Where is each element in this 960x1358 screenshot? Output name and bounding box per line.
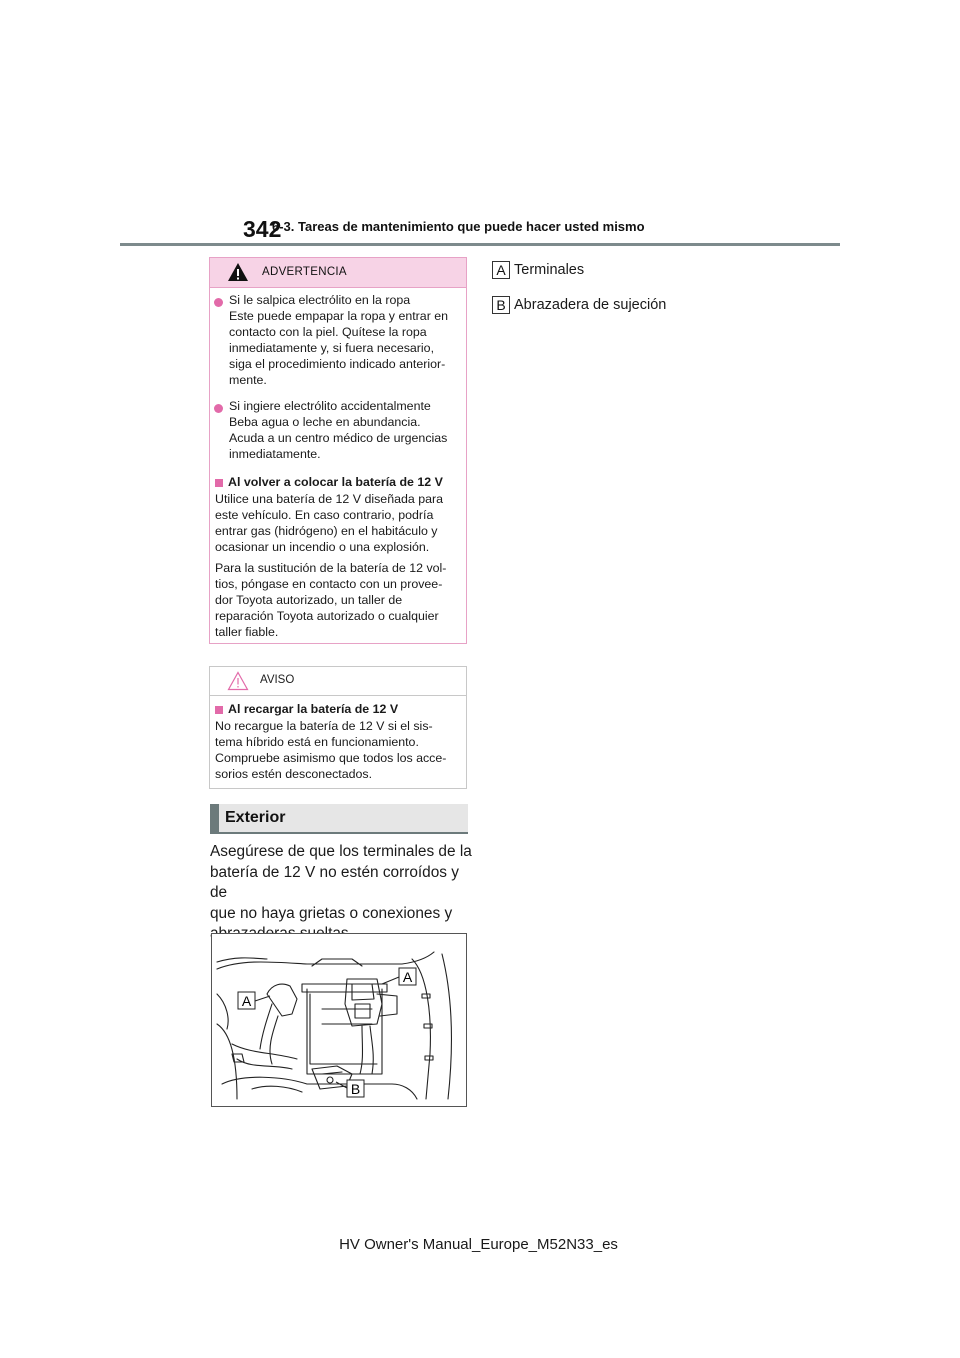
warning-para2-line: dor Toyota autorizado, un taller de	[215, 593, 403, 607]
legend-key-b: B	[492, 296, 510, 314]
warning-para1-line: este vehículo. En caso contrario, podría	[215, 508, 434, 522]
notice-title: AVISO	[260, 674, 295, 686]
warning-item1-line: inmediatamente y, si fuera necesario,	[229, 341, 435, 355]
legend-text-a: Terminales	[514, 262, 585, 278]
warning-para2-line: Para la sustitución de la batería de 12 vol-	[215, 561, 447, 575]
exterior-body-line: que no haya grietas o conexiones y	[210, 904, 453, 922]
warning-subsection-title: Al volver a colocar la batería de 12 V	[228, 475, 443, 489]
warning-para2-line: taller fiable.	[215, 625, 279, 639]
notice-para-line: tema híbrido está en funcionamiento.	[215, 735, 419, 749]
warning-box	[209, 257, 467, 644]
notice-para-line: Compruebe asimismo que todos los acce-	[215, 751, 447, 765]
legend-text-b: Abrazadera de sujeción	[514, 297, 667, 313]
header-divider	[120, 243, 840, 246]
exterior-body-line: batería de 12 V no estén corroídos y de	[210, 863, 459, 901]
footer	[0, 1236, 960, 1253]
callout-a-right: A	[402, 969, 413, 985]
warning-item2-line: Acuda a un centro médico de urgencias	[229, 431, 448, 445]
caution-triangle-icon	[227, 671, 249, 691]
warning-item2-line: inmediatamente.	[229, 447, 321, 461]
notice-para-line: No recargue la batería de 12 V si el sis-	[215, 719, 433, 733]
exterior-heading	[210, 804, 468, 834]
warning-para1-line: Utilice una batería de 12 V diseñada para	[215, 492, 444, 506]
warning-item2-title: Si ingiere electrólito accidentalmente	[229, 399, 431, 413]
warning-item1-title: Si le salpica electrólito en la ropa	[229, 293, 411, 307]
callout-b: B	[350, 1081, 361, 1097]
bullet-icon	[214, 298, 223, 307]
section-square-icon	[215, 479, 223, 487]
warning-item1-line: siga el procedimiento indicado anterior-	[229, 357, 446, 371]
bullet-icon	[214, 404, 223, 413]
notice-para-line: sorios estén desconectados.	[215, 767, 373, 781]
notice-header	[210, 667, 466, 696]
warning-para2-line: tios, póngase en contacto con un provee-	[215, 577, 443, 591]
legend-key-a: A	[492, 261, 510, 279]
footer-text: HV Owner's Manual_Europe_M52N33_es	[339, 1236, 618, 1253]
warning-title: ADVERTENCIA	[262, 266, 347, 278]
notice-subsection-title: Al recargar la batería de 12 V	[228, 702, 399, 716]
warning-item2-line: Beba agua o leche en abundancia.	[229, 415, 421, 429]
warning-triangle-icon	[227, 262, 249, 282]
heading-accent-bar	[210, 804, 219, 832]
section-title: 6-3. Tareas de mantenimiento que puede hacer usted mismo	[272, 219, 645, 234]
warning-para1-line: entrar gas (hidrógeno) en el habitáculo y	[215, 524, 438, 538]
warning-para1-line: ocasionar un incendio o una explosión.	[215, 540, 430, 554]
page-number: 342	[243, 216, 282, 242]
notice-box	[209, 666, 467, 789]
warning-para2-line: reparación Toyota autorizado o cualquier	[215, 609, 439, 623]
battery-illustration	[211, 933, 467, 1107]
exterior-body-line: Asegúrese de que los terminales de la	[210, 843, 472, 860]
battery-drawing	[212, 934, 466, 1106]
callout-a-left: A	[241, 993, 252, 1009]
warning-item1-line: mente.	[229, 373, 267, 387]
exterior-heading-label: Exterior	[225, 809, 286, 826]
warning-item1-line: contacto con la piel. Quítese la ropa	[229, 325, 427, 339]
section-square-icon	[215, 706, 223, 714]
warning-item1-line: Este puede empapar la ropa y entrar en	[229, 309, 449, 323]
exterior-body	[210, 842, 472, 945]
warning-header	[210, 258, 466, 288]
